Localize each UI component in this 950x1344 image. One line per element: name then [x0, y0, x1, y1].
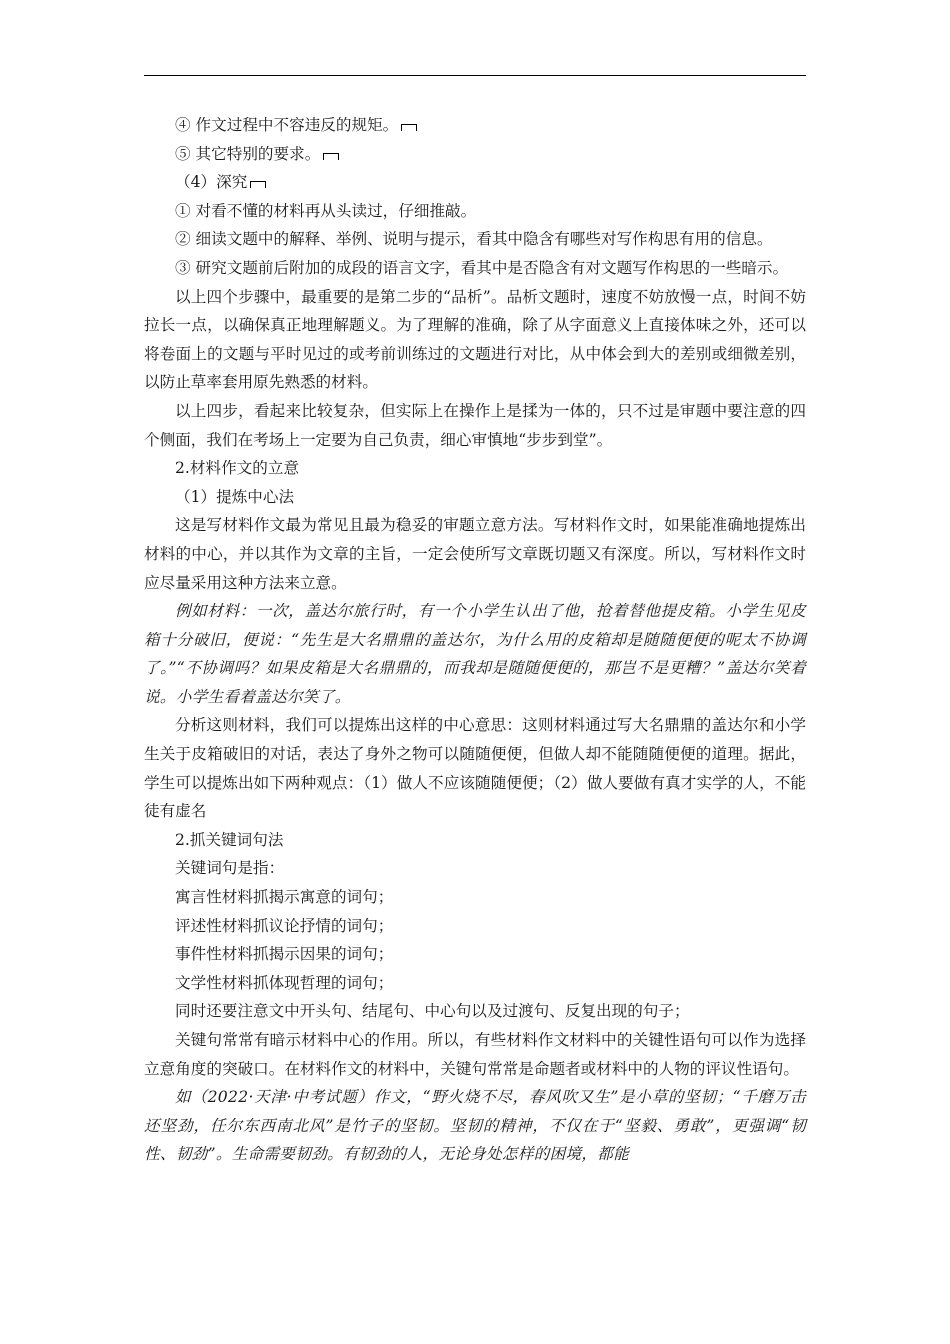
paragraph-5: ② 细读文题中的解释、举例、说明与提示，看其中隐含有哪些对写作构思有用的信息。	[175, 230, 773, 249]
header-rule	[144, 75, 806, 76]
paragraph-20: 同时还要注意文中开头句、结尾句、中心句以及过渡句、反复出现的句子；	[175, 1002, 690, 1021]
paragraph-1: ④ 作文过程中不容违反的规矩。	[144, 111, 806, 140]
edit-mark-icon	[323, 153, 339, 160]
paragraph-4: ① 对看不懂的材料再从头读过，仔细推敲。	[175, 201, 477, 220]
subsection-heading: （1）提炼中心法	[175, 487, 295, 506]
paragraph-15: 关键词句是指：	[175, 859, 285, 878]
paragraph-11: 这是写材料作文最为常见且最为稳妥的审题立意方法。写材料作文时，如果能准确地提炼出材料的中心，并以其作为文章的主旨，一定会使所写文章既切题又有深度。所以，写材料作文时应尽量采用这种方法来立意。	[144, 516, 806, 592]
edit-mark-icon	[250, 181, 266, 188]
paragraph-18: 事件性材料抓揭示因果的词句；	[175, 945, 394, 964]
example-exam-prompt: 如（2022·天津·中考试题）作文，“野火烧不尽，春风吹又生”是小草的坚韧；“千磨万击还坚劲，任尔东西南北风”是竹子的坚韧。坚韧的精神，不仅在于“坚毅、勇敢”，更强调“韧性、韧劲”。生命需要韧劲。有韧劲的人，无论身处怎样的困境，都能	[144, 1088, 806, 1164]
paragraph-7: 以上四个步骤中，最重要的是第二步的“品析”。品析文题时，速度不妨放慢一点，时间不妨拉长一点，以确保真正地理解题义。为了理解的准确，除了从字面意义上直接体味之外，还可以将卷面上的文题与平时见过的或考前训练过的文题进行对比，从中体会到大的差别或细微差别，以防止草率套用原先熟悉的材料。	[144, 287, 806, 392]
section-heading-2: 2.抓关键词句法	[175, 830, 284, 849]
paragraph-13: 分析这则材料，我们可以提炼出这样的中心意思：这则材料通过写大名鼎鼎的盖达尔和小学生关于皮箱破旧的对话，表达了身外之物可以随随便便，但做人却不能随随便便的道理。据此，学生可以提炼出如下两种观点：（1）做人不应该随随便便；（2）做人要做有真才实学的人，不能徒有虚名	[144, 716, 806, 821]
paragraph-6: ③ 研究文题前后附加的成段的语言文字，看其中是否隐含有对文题写作构思的一些暗示。	[175, 258, 789, 277]
paragraph-8: 以上四步，看起来比较复杂，但实际上在操作上是揉为一体的，只不过是审题中要注意的四个侧面，我们在考场上一定要为自己负责，细心审慎地“步步到堂”。	[144, 401, 806, 449]
edit-mark-icon	[401, 124, 417, 131]
paragraph-2: ⑤ 其它特别的要求。	[144, 140, 806, 169]
paragraph-17: 评述性材料抓议论抒情的词句；	[175, 916, 394, 935]
paragraph-3: （4）深究	[144, 168, 806, 197]
paragraph-19: 文学性材料抓体现哲理的词句；	[175, 973, 394, 992]
document-body	[144, 111, 806, 1169]
example-material: 例如材料：一次，盖达尔旅行时，有一个小学生认出了他，抢着替他提皮箱。小学生见皮箱十分破旧，便说：“先生是大名鼎鼎的盖达尔，为什么用的皮箱却是随随便便的呢太不协调了。”“不协调吗？如果皮箱是大名鼎鼎的，而我却是随随便便的，那岂不是更糟？”盖达尔笑着说。小学生看着盖达尔笑了。	[144, 602, 806, 706]
paragraph-16: 寓言性材料抓揭示寓意的词句；	[175, 888, 394, 907]
paragraph-21: 关键句常常有暗示材料中心的作用。所以，有些材料作文材料中的关键性语句可以作为选择立意角度的突破口。在材料作文的材料中，关键句常常是命题者或材料中的人物的评议性语句。	[144, 1031, 806, 1078]
section-heading: 2.材料作文的立意	[175, 459, 300, 478]
